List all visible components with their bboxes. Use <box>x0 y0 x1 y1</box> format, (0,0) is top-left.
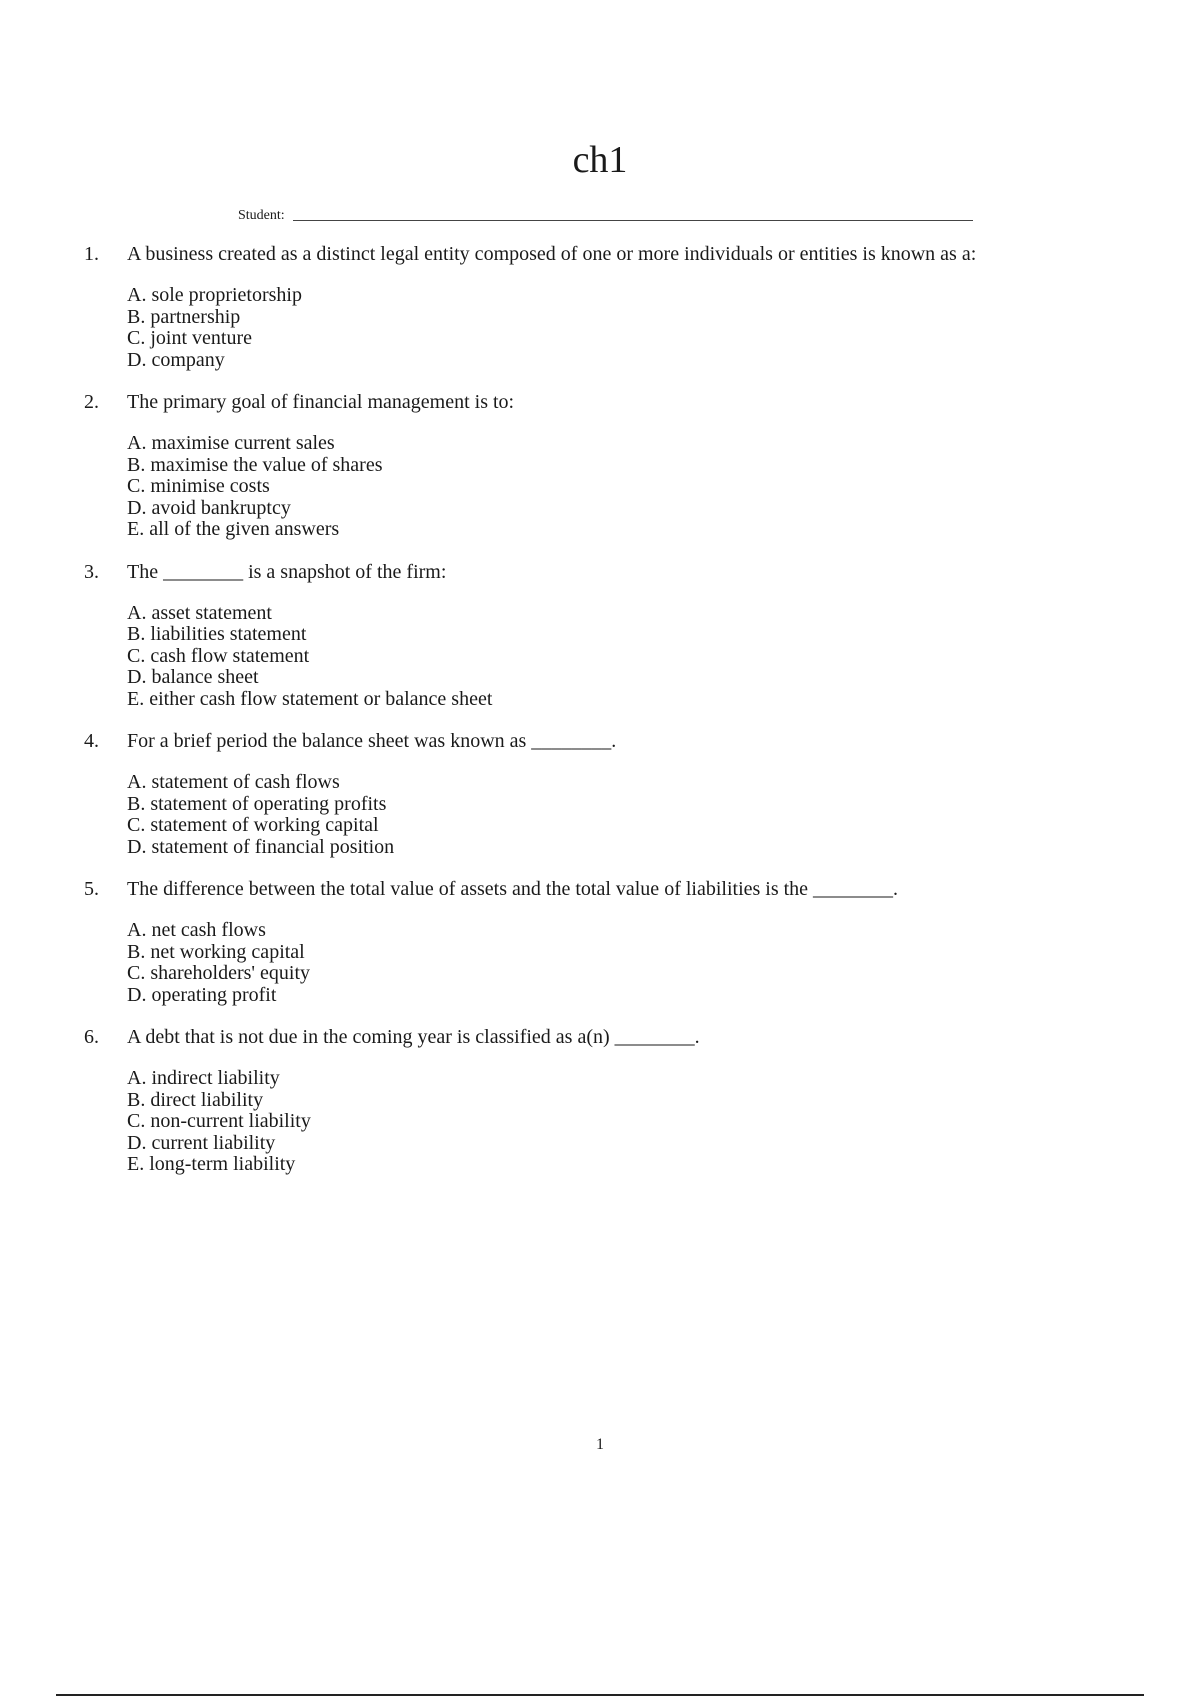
question-6 <box>84 1026 1120 1176</box>
student-name-line[interactable] <box>293 206 973 221</box>
question-4 <box>84 730 1120 858</box>
question-number: 6. <box>84 1026 99 1048</box>
question-number: 4. <box>84 730 99 752</box>
page-title: ch1 <box>572 139 628 181</box>
question-1 <box>84 243 1120 371</box>
answer-option[interactable]: E. either cash flow statement or balance sheet <box>127 687 493 710</box>
answer-option[interactable]: C. statement of working capital <box>127 814 379 836</box>
answer-option[interactable]: A. indirect liability <box>127 1067 280 1089</box>
student-field <box>238 203 973 225</box>
answer-options <box>127 285 1120 371</box>
answer-option[interactable]: B. net working capital <box>127 940 305 963</box>
answer-option[interactable]: C. minimise costs <box>127 475 270 497</box>
answer-option[interactable]: E. all of the given answers <box>127 518 340 540</box>
answer-option[interactable]: B. maximise the value of shares <box>127 453 383 476</box>
question-2 <box>84 391 1120 541</box>
question-list <box>84 243 1120 1196</box>
student-label: Student: <box>238 208 285 223</box>
question-text: For a brief period the balance sheet was known as ________. <box>127 730 617 752</box>
question-text: A debt that is not due in the coming year is classified as a(n) ________. <box>127 1026 700 1048</box>
answer-option[interactable]: D. balance sheet <box>127 666 259 688</box>
answer-option[interactable]: B. partnership <box>127 305 241 328</box>
answer-option[interactable]: D. statement of financial position <box>127 835 395 858</box>
answer-option[interactable]: C. joint venture <box>127 327 252 349</box>
question-text: The ________ is a snapshot of the firm: <box>127 560 447 583</box>
answer-option[interactable]: C. shareholders' equity <box>127 962 311 984</box>
answer-option[interactable]: C. non-current liability <box>127 1110 311 1132</box>
answer-option[interactable]: B. direct liability <box>127 1088 264 1111</box>
answer-option[interactable]: D. current liability <box>127 1131 276 1154</box>
answer-option[interactable]: E. long-term liability <box>127 1153 296 1175</box>
answer-option[interactable]: D. avoid bankruptcy <box>127 496 291 519</box>
question-number: 5. <box>84 878 99 900</box>
question-text: A business created as a distinct legal entity composed of one or more individuals or entities is known as a: <box>127 243 977 265</box>
answer-option[interactable]: C. cash flow statement <box>127 644 310 667</box>
question-number: 3. <box>84 560 99 583</box>
answer-option[interactable]: D. company <box>127 348 225 371</box>
answer-option[interactable]: D. operating profit <box>127 983 277 1006</box>
page-divider <box>56 1694 1144 1696</box>
question-text: The primary goal of financial management is to: <box>127 391 515 413</box>
answer-option[interactable]: A. net cash flows <box>127 919 266 941</box>
answer-options <box>127 603 1120 711</box>
question-5 <box>84 878 1120 1006</box>
answer-options <box>127 1068 1120 1176</box>
answer-option[interactable]: A. maximise current sales <box>127 432 335 454</box>
question-text: The difference between the total value of assets and the total value of liabilities is the ________. <box>127 878 899 900</box>
answer-options <box>127 772 1120 858</box>
answer-option[interactable]: A. asset statement <box>127 601 272 624</box>
answer-options <box>127 920 1120 1006</box>
question-3 <box>84 561 1120 711</box>
answer-option[interactable]: B. liabilities statement <box>127 623 307 645</box>
question-number: 1. <box>84 243 99 265</box>
answer-option[interactable]: A. statement of cash flows <box>127 771 340 793</box>
question-number: 2. <box>84 391 99 413</box>
answer-option[interactable]: B. statement of operating profits <box>127 792 387 815</box>
page-number: 1 <box>596 1436 604 1453</box>
answer-option[interactable]: A. sole proprietorship <box>127 284 302 306</box>
answer-options <box>127 433 1120 541</box>
